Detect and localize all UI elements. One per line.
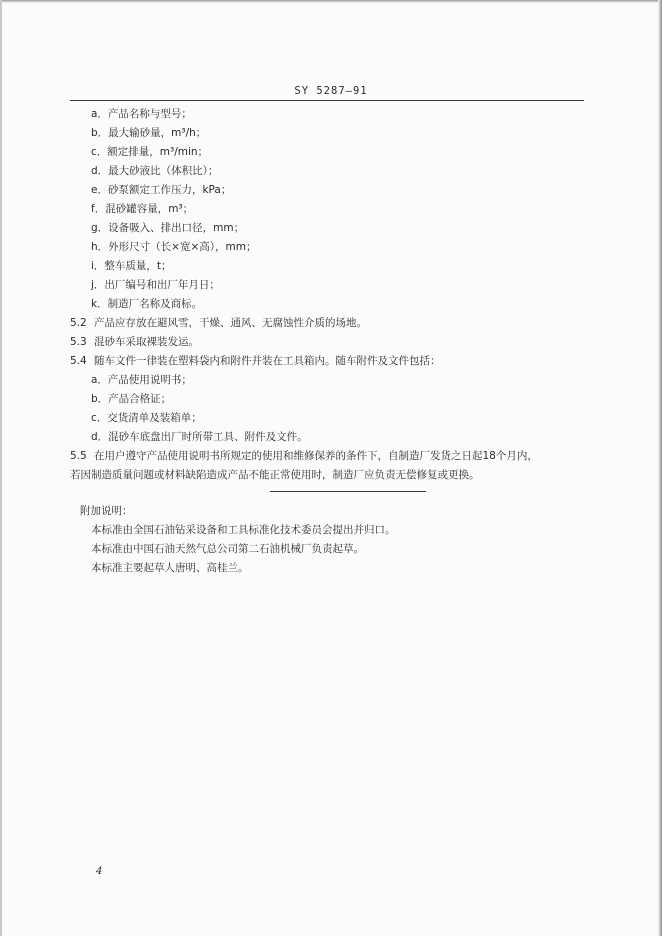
clause-5-4 [70, 352, 590, 371]
clause-number: 5.2 [70, 317, 87, 329]
clause-5-5-continuation: 若因制造质量问题或材料缺陷造成产品不能正常使用时，制造厂应负责无偿修复或更换。 [70, 469, 480, 481]
document-item-d: d．混砂车底盘出厂时所带工具、附件及文件。 [91, 431, 308, 443]
notes-line: 本标准由中国石油天然气总公司第二石油机械厂负责起草。 [91, 543, 364, 555]
clause-5-3 [70, 333, 590, 352]
notes-line: 本标准由全国石油钻采设备和工具标准化技术委员会提出并归口。 [91, 524, 396, 536]
marking-item-b: b．最大输砂量，m³/h； [91, 127, 207, 139]
document-item-c: c．交货清单及装箱单； [91, 412, 202, 424]
document-body [70, 105, 590, 578]
clause-text: 随车文件一律装在塑料袋内和附件并装在工具箱内。随车附件及文件包括： [94, 355, 441, 367]
scan-edge-left [0, 0, 2, 936]
marking-item-g: g．设备吸入、排出口径，mm； [91, 222, 245, 234]
clause-text: 在用户遵守产品使用说明书所规定的使用和维修保养的条件下，自制造厂发货之日起18个月内， [94, 450, 538, 462]
marking-item-c: c．额定排量，m³/min； [91, 146, 209, 158]
marking-item-h: h．外形尺寸（长×宽×高），mm； [91, 241, 257, 253]
document-item-b: b．产品合格证； [91, 393, 172, 405]
clause-text: 产品应存放在避风雪，干燥、通风、无腐蚀性介质的场地。 [94, 317, 367, 329]
page-number: 4 [96, 866, 103, 877]
clause-5-5 [70, 447, 590, 466]
header-rule [70, 100, 584, 101]
marking-item-d: d．最大砂液比（体积比）； [91, 165, 219, 177]
notes-title: 附加说明： [80, 505, 133, 517]
notes-line: 本标准主要起草人唐明、高桂兰。 [91, 562, 249, 574]
clause-number: 5.4 [70, 355, 87, 367]
clause-number: 5.3 [70, 336, 87, 348]
additional-notes [70, 502, 590, 578]
scan-edge-right [658, 0, 662, 936]
clause-number: 5.5 [70, 450, 87, 462]
marking-item-i: i．整车质量，t； [91, 260, 172, 272]
marking-item-k: k．制造厂名称及商标。 [91, 298, 203, 310]
standard-code-header: SY 5287—91 [294, 85, 368, 97]
marking-item-e: e．砂泵额定工作压力，kPa； [91, 184, 232, 196]
clause-5-2 [70, 314, 590, 333]
marking-item-j: j．出厂编号和出厂年月日； [91, 279, 220, 291]
marking-item-a: a．产品名称与型号； [91, 108, 192, 120]
section-end-rule [270, 491, 426, 492]
scan-edge-top [0, 0, 662, 3]
clause-text: 混砂车采取裸装发运。 [94, 336, 199, 348]
document-item-a: a．产品使用说明书； [91, 374, 192, 386]
marking-item-f: f．混砂罐容量，m³； [91, 203, 194, 215]
